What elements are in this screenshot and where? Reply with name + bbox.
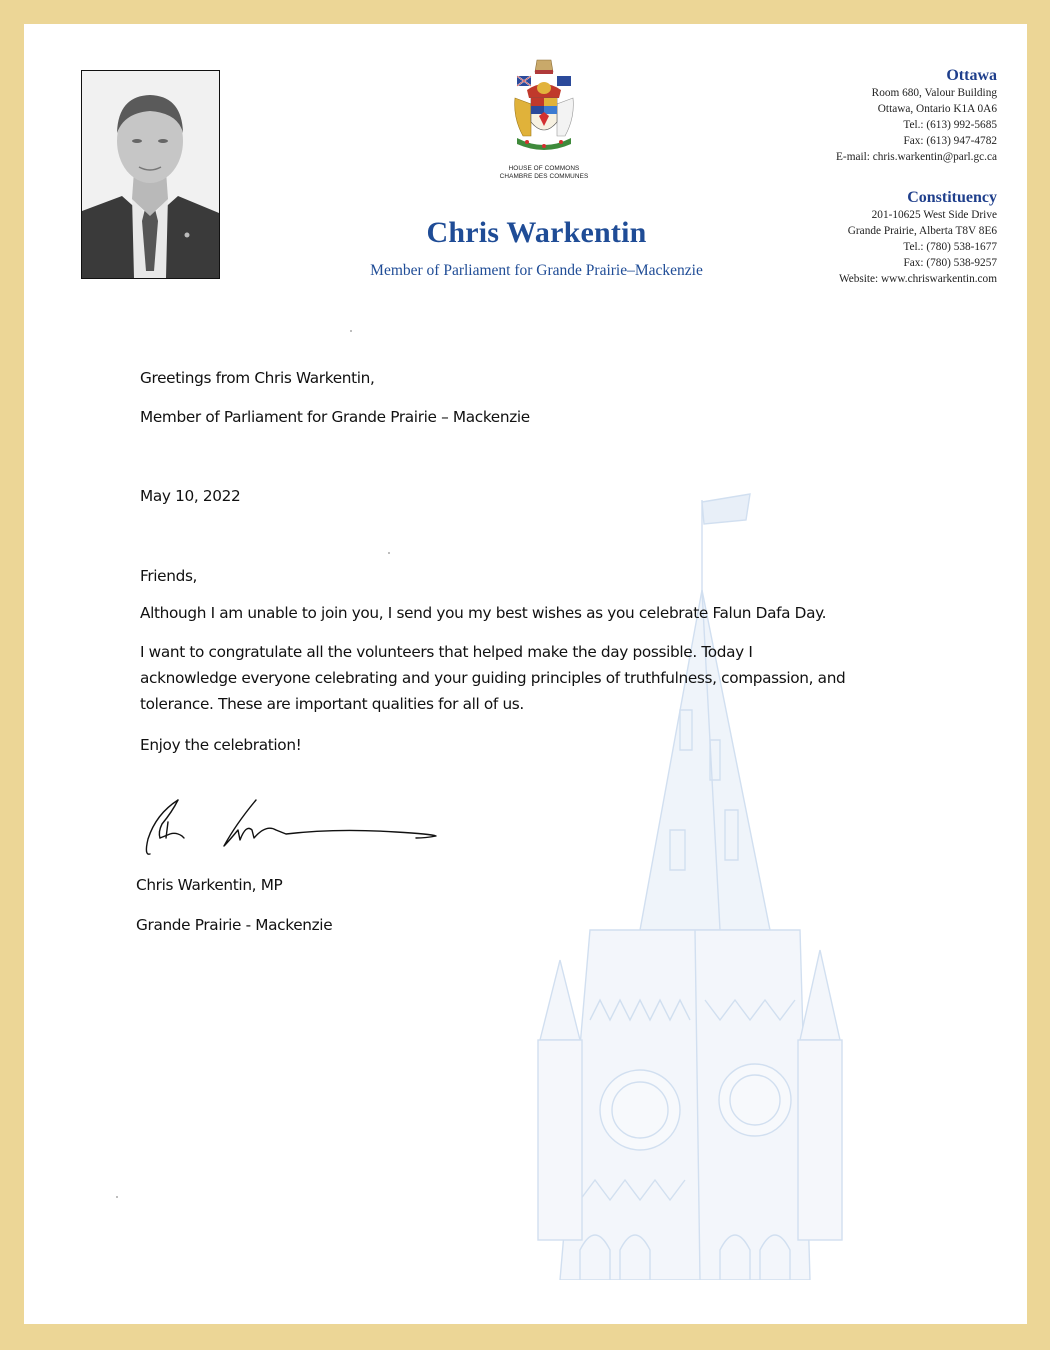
paragraph-2-line-2: acknowledge everyone celebrating and your guiding principles of truthfulness, compassion, and [140,669,846,687]
ottawa-city-line: Ottawa, Ontario K1A 0A6 [877,102,997,115]
handwritten-signature-icon [136,794,456,864]
paragraph-2 [140,639,845,717]
coat-of-arms-icon [509,58,579,158]
ottawa-office-block [737,66,997,166]
constituency-city-line: Grande Prairie, Alberta T8V 8E6 [847,224,997,237]
mp-name-heading: Chris Warkentin [426,216,647,249]
ottawa-office-heading: Ottawa [946,67,997,84]
letter-page [24,24,1027,1324]
salutation: Friends, [140,567,198,585]
ottawa-email: E-mail: chris.warkentin@parl.gc.ca [836,150,997,163]
ottawa-tel: Tel.: (613) 992-5685 [903,118,997,131]
scan-speck [388,552,390,554]
mp-portrait-photo [81,70,220,279]
portrait-image [82,71,219,278]
ottawa-address-line: Room 680, Valour Building [871,87,997,99]
paragraph-2-line-1: I want to congratulate all the volunteers that helped make the day possible. Today I [140,643,753,661]
signature-name: Chris Warkentin, MP [136,876,283,894]
mp-title-subheading: Member of Parliament for Grande Prairie–Mackenzie [370,262,703,279]
scan-speck [350,330,352,332]
paragraph-2-line-3: tolerance. These are important qualities for all of us. [140,695,524,713]
house-of-commons-crest [494,58,594,188]
constituency-fax: Fax: (780) 538-9257 [903,256,997,269]
greeting-line-2: Member of Parliament for Grande Prairie – Mackenzie [140,408,530,426]
constituency-address-line: 201-10625 West Side Drive [871,209,997,221]
letter-date: May 10, 2022 [140,487,241,505]
constituency-office-block [737,188,997,288]
constituency-website: Website: www.chriswarkentin.com [838,272,997,285]
crest-caption-line1: HOUSE OF COMMONS [508,165,580,172]
closing-line: Enjoy the celebration! [140,736,302,754]
scan-speck [116,1196,118,1198]
constituency-office-heading: Constituency [907,189,997,206]
crest-caption-line2: CHAMBRE DES COMMUNES [499,173,589,180]
greeting-line-1: Greetings from Chris Warkentin, [140,369,375,387]
paragraph-1: Although I am unable to join you, I send you my best wishes as you celebrate Falun Dafa Day. [140,604,827,622]
signature-riding: Grande Prairie - Mackenzie [136,916,333,934]
peace-tower-watermark-icon [520,480,850,1280]
constituency-tel: Tel.: (780) 538-1677 [903,240,997,253]
ottawa-fax: Fax: (613) 947-4782 [903,134,997,147]
